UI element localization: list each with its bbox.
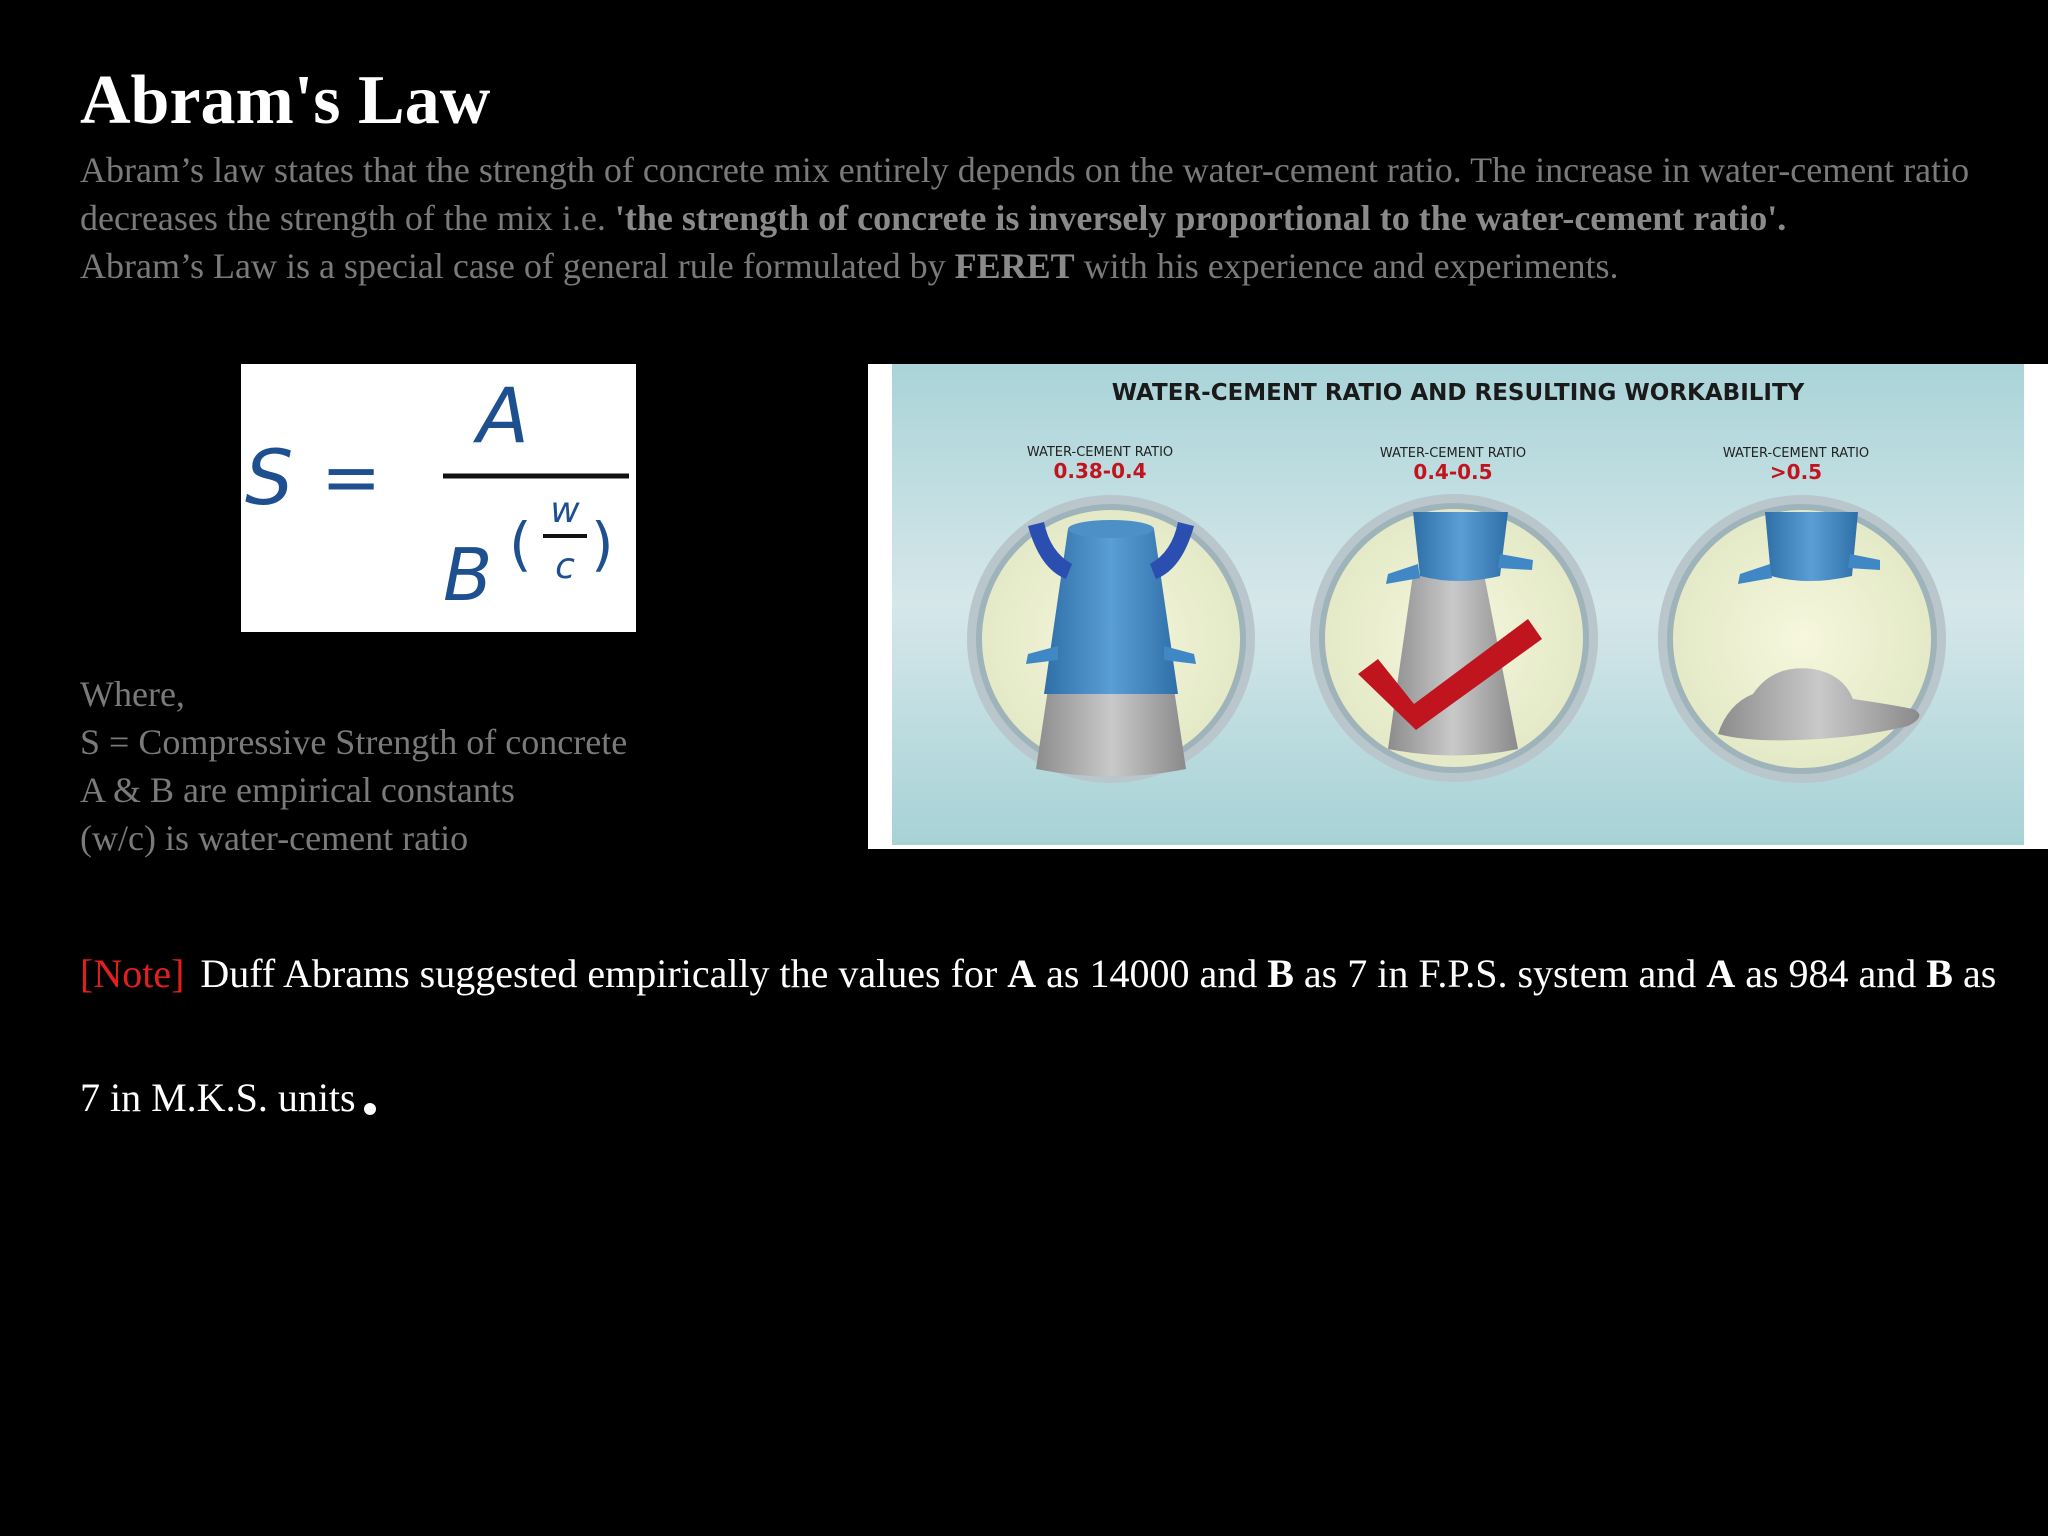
page-title: Abram's Law	[80, 62, 491, 139]
note-constant-b: B	[1267, 951, 1294, 996]
panel-1-concrete	[1036, 689, 1186, 777]
exp-paren-open: (	[509, 510, 532, 578]
panel-1-label: WATER-CEMENT RATIO	[1026, 445, 1174, 460]
where-line: A & B are empirical constants	[80, 770, 515, 810]
formula-lhs: S	[245, 433, 294, 522]
formula-eq: =	[321, 435, 382, 519]
formula-numerator: A	[477, 371, 529, 460]
note-tag: [Note]	[80, 951, 185, 996]
panel-3-value: >0.5	[1769, 460, 1823, 484]
formula-exp-num: w	[550, 490, 580, 531]
formula-base: B	[443, 533, 493, 617]
intro-p1-text: Abram’s law states that the strength of concrete mix entirely depends on the water-cement ratio. The increase in water-cement ratio decreases the strength of the mix i.e.	[80, 150, 1970, 238]
workability-figure	[868, 364, 2048, 849]
note-text: as 984 and	[1735, 951, 1927, 996]
intro-p2-tail: with his experience and experiments.	[1074, 246, 1619, 286]
panel-2-slump-cone	[1413, 512, 1508, 581]
note-text: as 7 in M.K.S. units	[80, 951, 1997, 1120]
note-text: as 14000 and	[1036, 951, 1268, 996]
panel-2-value: 0.4-0.5	[1413, 460, 1493, 484]
intro-p1-bold: 'the strength of concrete is inversely proportional to the water-cement ratio'.	[614, 198, 1787, 238]
formula-svg	[241, 364, 636, 632]
panel-2-label: WATER-CEMENT RATIO	[1379, 446, 1527, 461]
panel-1-value: 0.38-0.4	[1053, 459, 1147, 483]
note-constant-a: A	[1007, 951, 1037, 996]
where-line: S = Compressive Strength of concrete	[80, 722, 628, 762]
intro-paragraph-1	[80, 146, 2000, 242]
note-block	[80, 912, 2020, 1160]
intro-p2-text: Abram’s Law is a special case of general rule formulated by	[80, 246, 955, 286]
where-line: (w/c) is water-cement ratio	[80, 818, 469, 858]
formula-exp-den: c	[555, 546, 575, 587]
where-heading: Where,	[80, 674, 185, 714]
intro-paragraph-2	[80, 242, 2000, 290]
figure-title: WATER-CEMENT RATIO AND RESULTING WORKABILITY	[1111, 380, 1805, 406]
panel-3-slump-cone	[1765, 512, 1858, 581]
intro-text	[80, 146, 2000, 290]
note-text: as 7 in F.P.S. system and	[1293, 951, 1707, 996]
where-block	[80, 670, 627, 862]
bullet-dot-icon	[364, 1103, 376, 1115]
formula-image	[241, 364, 636, 632]
note-text: Duff Abrams suggested empirically the values for	[200, 951, 1008, 996]
workability-illustration	[868, 364, 2048, 849]
feret-name: FERET	[954, 246, 1075, 286]
panel-1-cone-top	[1068, 520, 1154, 538]
panel-3-label: WATER-CEMENT RATIO	[1722, 446, 1870, 461]
exp-paren-close: )	[591, 510, 614, 578]
note-constant-b: B	[1926, 951, 1953, 996]
note-constant-a: A	[1706, 951, 1736, 996]
